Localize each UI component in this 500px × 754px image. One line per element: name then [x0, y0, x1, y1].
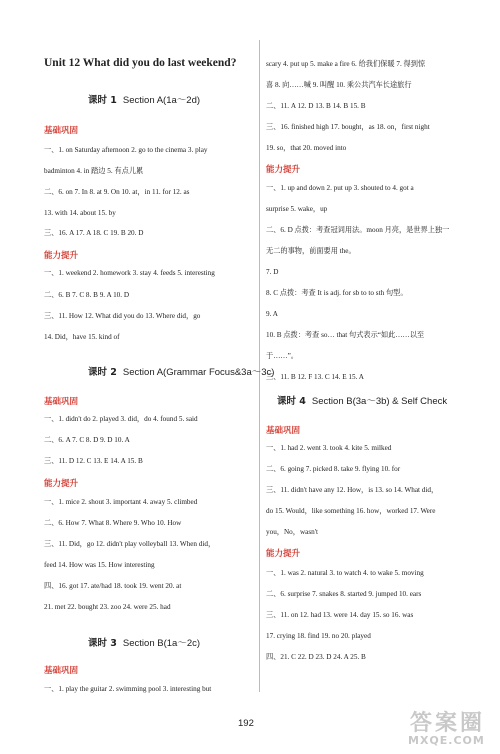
section-improve: 能力提升: [44, 479, 79, 489]
answer-line: 一、1. weekend 2. homework 3. stay 4. feeds 5. interesting: [44, 269, 215, 277]
section-improve: 能力提升: [44, 251, 79, 261]
answer-line: do 15. Would，like something 16. how，worked 17. Were: [266, 507, 436, 515]
lesson-4-heading: [277, 393, 447, 407]
lesson-3-heading: [88, 635, 200, 649]
unit-title: Unit 12 What did you do last weekend?: [44, 57, 237, 69]
answer-line: 喜 8. 向……喊 9. 叫醒 10. 乘公共汽车长途旅行: [266, 81, 412, 89]
lesson-number: 课时 1: [88, 95, 117, 106]
answer-line: 一、1. mice 2. shout 3. important 4. away 5. climbed: [44, 498, 198, 506]
watermark-url: MXQE.COM: [408, 734, 485, 747]
answer-line: 无二的事物，前面要用 the。: [266, 247, 356, 255]
answer-line: 9. A: [266, 310, 278, 318]
answer-line: 三、11. B 12. F 13. C 14. E 15. A: [266, 373, 364, 381]
answer-line: 一、1. was 2. natural 3. to watch 4. to wake 5. moving: [266, 569, 424, 577]
lesson-1-heading: [88, 92, 200, 106]
answer-line: 二、11. A 12. D 13. B 14. B 15. B: [266, 102, 366, 110]
answer-line: 8. C 点拨：考查 It is adj. for sb to to sth 句型。: [266, 289, 408, 297]
answer-line: 四、16. got 17. ate/had 18. took 19. went 20. at: [44, 582, 182, 590]
answer-line: 一、1. didn't do 2. played 3. did，do 4. found 5. said: [44, 415, 198, 423]
lesson-2-heading: [88, 364, 274, 378]
answer-line: 7. D: [266, 268, 279, 276]
answer-line: 14. Did，have 15. kind of: [44, 333, 120, 341]
answer-line: 一、1. up and down 2. put up 3. shouted to 4. got a: [266, 184, 414, 192]
watermark-logo: [404, 706, 496, 750]
answer-line: 21. met 22. bought 23. zoo 24. were 25. had: [44, 603, 171, 611]
answer-line: 三、11. didn't have any 12. How，is 13. so 14. What did，: [266, 486, 439, 494]
lesson-section: Section B(1a～2c): [122, 638, 201, 649]
lesson-number: 课时 3: [88, 638, 117, 649]
lesson-number: 课时 4: [277, 396, 306, 407]
answer-line: 二、6. surprise 7. snakes 8. started 9. jumped 10. ears: [266, 590, 422, 598]
answer-line: 三、16. A 17. A 18. C 19. B 20. D: [44, 229, 144, 237]
section-basic: 基础巩固: [44, 666, 79, 676]
answer-line: scary 4. put up 5. make a fire 6. 给我们保暖 7. 得到惊: [266, 60, 426, 68]
answer-line: 二、6. on 7. In 8. at 9. On 10. at，in 11. for 12. as: [44, 188, 190, 196]
answer-line: surprise 5. wake，up: [266, 205, 328, 213]
answer-line: 二、6. B 7. C 8. B 9. A 10. D: [44, 291, 130, 299]
answer-line: 四、21. C 22. D 23. D 24. A 25. B: [266, 653, 366, 661]
answer-line: 13. with 14. about 15. by: [44, 209, 116, 217]
section-improve: 能力提升: [266, 165, 301, 175]
answer-line: feed 14. How was 15. How interesting: [44, 561, 155, 569]
section-basic: 基础巩固: [44, 397, 79, 407]
answer-line: 二、6. going 7. picked 8. take 9. flying 10. for: [266, 465, 401, 473]
answer-line: 17. crying 18. find 19. no 20. played: [266, 632, 371, 640]
lesson-section: Section A(Grammar Focus&3a～3c): [122, 367, 275, 378]
answer-line: 于……”。: [266, 352, 298, 360]
answer-line: 10. B 点拨：考查 so… that 句式表示“如此……以至: [266, 331, 425, 339]
answer-line: badminton 4. in 踏边 5. 有点儿累: [44, 167, 144, 175]
answer-line: 一、1. on Saturday afternoon 2. go to the cinema 3. play: [44, 146, 208, 154]
watermark-text: 答案圈: [410, 711, 486, 736]
answer-line: 三、11. How 12. What did you do 13. Where did，go: [44, 312, 201, 320]
section-basic: 基础巩固: [266, 426, 301, 436]
answer-line: 二、6. D 点拨：考查冠词用法。moon 月亮，是世界上独一: [266, 226, 450, 234]
lesson-number: 课时 2: [88, 367, 117, 378]
section-improve: 能力提升: [266, 549, 301, 559]
answer-line: you，No，wasn't: [266, 528, 319, 536]
lesson-section: Section A(1a～2d): [122, 95, 201, 106]
section-basic: 基础巩固: [44, 126, 79, 136]
answer-line: 三、16. finished high 17. bought，as 18. on，first night: [266, 123, 430, 131]
answer-line: 19. so，that 20. moved into: [266, 144, 347, 152]
answer-line: 三、11. Did，go 12. didn't play volleyball 13. When did，: [44, 540, 216, 548]
answer-line: 一、1. play the guitar 2. swimming pool 3. interesting but: [44, 685, 212, 693]
page-number: 192: [238, 718, 254, 729]
answer-line: 一、1. had 2. went 3. took 4. kite 5. milked: [266, 444, 392, 452]
answer-line: 三、11. D 12. C 13. E 14. A 15. B: [44, 457, 143, 465]
lesson-section: Section B(3a～3b) & Self Check: [311, 396, 448, 407]
answer-line: 二、6. How 7. What 8. Where 9. Who 10. How: [44, 519, 182, 527]
answer-line: 二、6. A 7. C 8. D 9. D 10. A: [44, 436, 130, 444]
answer-line: 三、11. on 12. had 13. were 14. day 15. so 16. was: [266, 611, 414, 619]
